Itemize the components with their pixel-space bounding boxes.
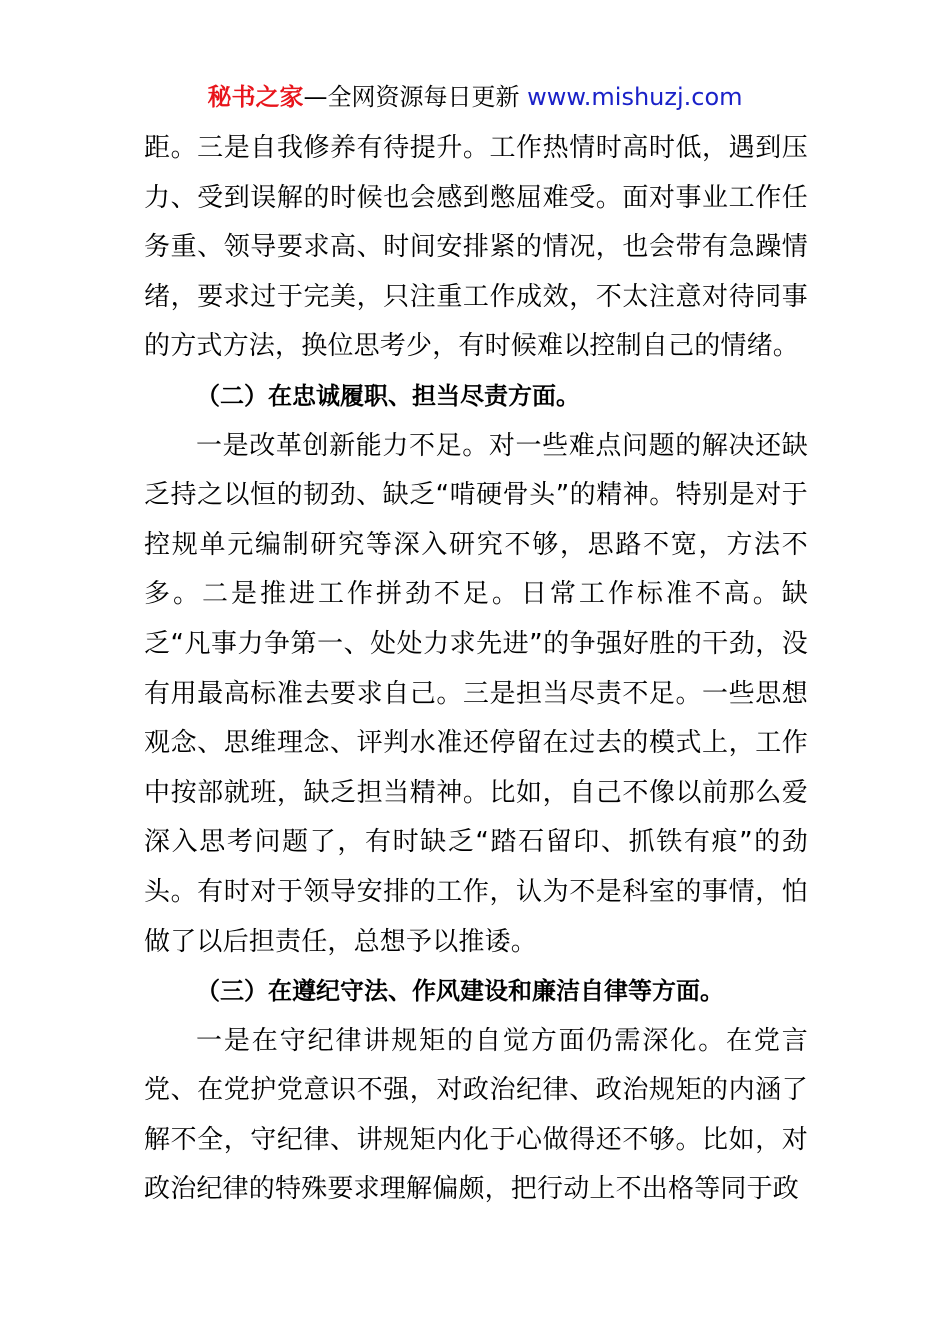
page-header [0,80,950,114]
document-body [144,124,808,1215]
paragraph-section-3: 一是在守纪律讲规矩的自觉方面仍需深化。在党言党、在党护党意识不强，对政治纪律、政治规矩的内涵了解不全，守纪律、讲规矩内化于心做得还不够。比如，对政治纪律的特殊要求理解偏颇，把行动上不出格等同于政 [144,1025,808,1205]
section-heading-2: （二）在忠诚履职、担当尽责方面。 [196,381,580,410]
paragraph-continued: 距。三是自我修养有待提升。工作热情时高时低，遇到压力、受到误解的时候也会感到憋屈难受。面对事业工作任务重、领导要求高、时间安排紧的情况，也会带有急躁情绪，要求过于完美，只注重工作成效，不太注意对待同事的方式方法，换位思考少，有时候难以控制自己的情绪。 [144,133,808,362]
paragraph-section-2: 一是改革创新能力不足。对一些难点问题的解决还缺乏持之以恒的韧劲、缺乏“啃硬骨头”的精神。特别是对于控规单元编制研究等深入研究不够，思路不宽，方法不多。二是推进工作拼劲不足。日常工作标准不高。缺乏“凡事力争第一、处处力求先进”的争强好胜的干劲，没有用最高标准去要求自己。三是担当尽责不足。一些思想观念、思维理念、评判水准还停留在过去的模式上，工作中按部就班，缺乏担当精神。比如，自己不像以前那么爱深入思考问题了，有时缺乏“踏石留印、抓铁有痕”的劲头。有时对于领导安排的工作，认为不是科室的事情，怕做了以后担责任，总想予以推诿。 [144,430,808,957]
brand-name: 秘书之家 [207,83,304,111]
site-url-link[interactable]: www.mishuzj.com [527,83,743,111]
header-tagline: —全网资源每日更新 [303,83,520,111]
section-heading-3: （三）在遵纪守法、作风建设和廉洁自律等方面。 [196,977,724,1006]
